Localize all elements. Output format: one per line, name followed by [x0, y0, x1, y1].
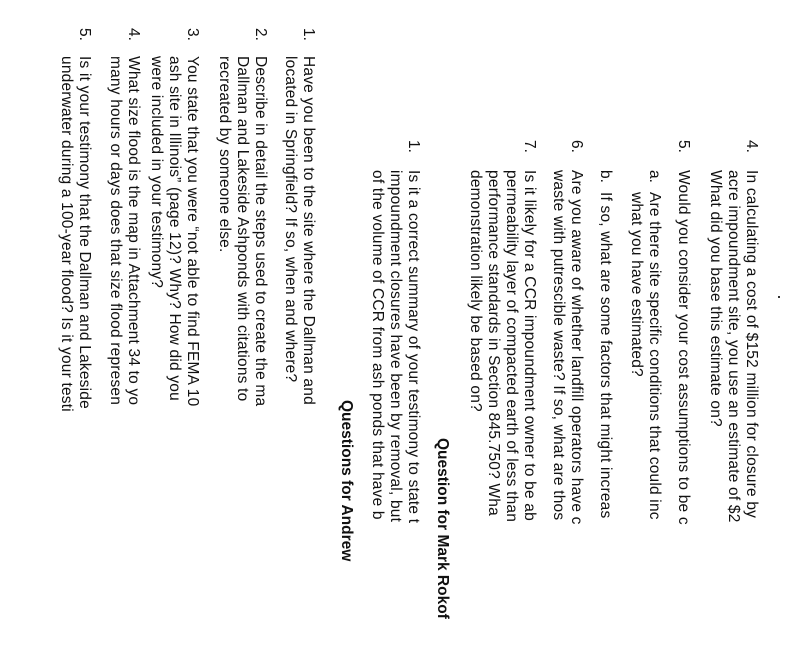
question-text-line: what you have estimated? — [628, 192, 645, 377]
question-text-line: Is it your testimony that the Dallman and Lakeside — [76, 56, 93, 409]
item-number: 3. — [184, 28, 201, 41]
question-text-line: ash site in Illinois” (page 12)? Why? How did you — [166, 56, 183, 401]
question-text-line: waste with putrescible waste? If so, what are thos — [550, 170, 567, 521]
question-text-line: In calculating a cost of $152 million for closure by — [743, 170, 760, 519]
rotated-document-page — [40, 28, 760, 660]
question-text-line: You state that you were “not able to find FEMA 10 — [184, 56, 201, 407]
question-text-line: recreated by someone else. — [216, 56, 233, 253]
item-number: 6. — [568, 140, 585, 153]
item-number: 4. — [743, 140, 760, 153]
item-letter: b. — [597, 170, 614, 183]
question-text-line: Would you consider your cost assumptions to be c — [675, 170, 692, 525]
question-text-line: acre impoundment site, you use an estimate of $2 — [725, 170, 742, 523]
question-text-line: If so, what are some factors that might increas — [597, 192, 614, 519]
item-number: 1. — [300, 28, 317, 41]
question-text-line: located in Springfield? If so, when and where? — [282, 56, 299, 383]
question-text-line: were included in your testimony? — [148, 56, 165, 289]
question-text-line: Is it likely for a CCR impoundment owner to be ab — [521, 170, 538, 521]
question-text-line: Dallman and Lakeside Ashponds with citations to — [234, 56, 251, 402]
section-heading: Questions for Andrew — [338, 400, 355, 562]
section-heading: Question for Mark Rokof — [434, 438, 451, 619]
question-text-line: impoundment closures have been by removal, but — [387, 170, 404, 523]
question-text-line: performance standards in Section 845.750? Wha — [485, 170, 502, 516]
question-text-line: Describe in detail the steps used to create the ma — [252, 56, 269, 407]
item-number: 2. — [252, 28, 269, 41]
scan-speck — [778, 296, 780, 298]
question-text-line: What size flood is the map in Attachment 34 to yo — [125, 56, 142, 406]
question-text-line: Are you aware of whether landfill operators have c — [568, 170, 585, 525]
item-number: 5. — [675, 140, 692, 153]
question-text-line: demonstration likely be based on? — [467, 170, 484, 412]
question-text-line: What did you base this estimate on? — [707, 170, 724, 427]
question-text-line: Are there site specific conditions that could inc — [646, 192, 663, 520]
item-number: 1. — [405, 140, 422, 153]
item-number: 4. — [125, 28, 142, 41]
question-text-line: of the volume of CCR from ash ponds that have b — [369, 170, 386, 520]
question-text-line: permeability layer of compacted earth of less than — [503, 170, 520, 523]
question-text-line: many hours or days does that size flood represen — [107, 56, 124, 406]
item-number: 5. — [76, 28, 93, 41]
question-text-line: underwater during a 100-year flood? Is it your testi — [58, 56, 75, 412]
question-text-line: Have you been to the site where the Dallman and — [300, 56, 317, 405]
item-letter: a. — [646, 170, 663, 183]
question-text-line: Is it a correct summary of your testimony to state t — [405, 170, 422, 524]
item-number: 7. — [521, 140, 538, 153]
